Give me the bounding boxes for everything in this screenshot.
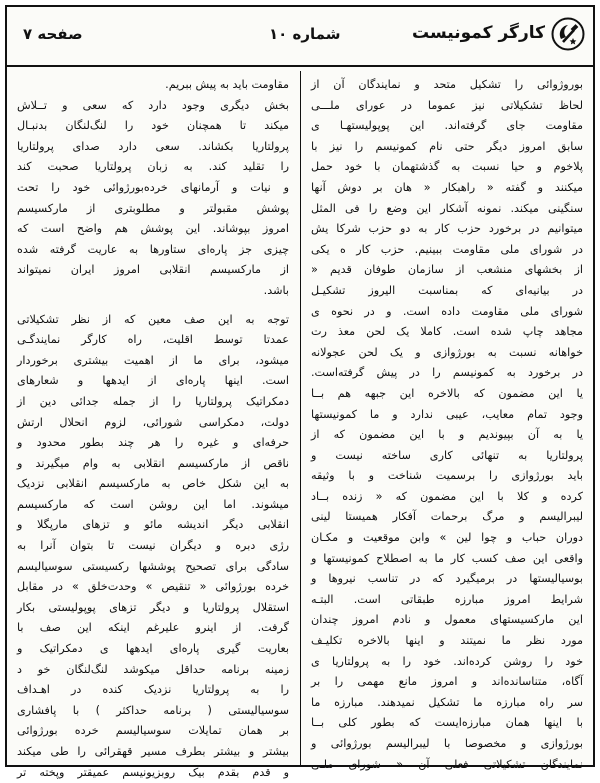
text-line: پوشش مقبولتر و مطلوبتری از مارکسیسم bbox=[17, 201, 289, 215]
text-line: وجود تمام معایب، عیبی ندارد و ما کمونیستها bbox=[311, 407, 583, 421]
text-line: شورای ملی مقاومت داده است. و در نحوه ی bbox=[311, 304, 583, 318]
text-line: بوسیالیستها در برمیگیرد که در تناسب نیروها و bbox=[311, 572, 583, 586]
text-line: خرده بورژوائی « تنقیص » وحدت‌خلق » در مقابل bbox=[17, 580, 289, 594]
text-line: کرده و کلا با این مضمون که « زنده بــاد bbox=[311, 489, 583, 503]
text-line: باشد. bbox=[263, 283, 289, 297]
text-line: پرولتاریا به تنهائی کاری ساخته نیست و bbox=[311, 448, 583, 462]
right-column bbox=[311, 75, 583, 771]
left-column bbox=[17, 75, 289, 779]
text-line: شرایط امروز مبارزه طبقاتی است. البتـه bbox=[311, 592, 583, 606]
text-line: سنگینی میکند. نمونه آشکار این وضع را فی المثل bbox=[311, 201, 583, 215]
newspaper-page bbox=[5, 5, 595, 779]
text-line: امروز بپوشاند. این پوشش هم واضح است که bbox=[17, 222, 289, 236]
text-line: مقاومت باید به پیش ببریم. bbox=[165, 78, 289, 91]
text-line: مورد نظر ما نمیتند و اینها بالاخره تکلیـف bbox=[311, 634, 583, 648]
issue-number: شماره ۱۰ bbox=[269, 25, 341, 43]
text-line: بر همان تمایلات سوسیالیسم خرده بورژوائی bbox=[17, 724, 289, 738]
text-line: لیبرالیسم و مرگ برحمات آفکار همیستا لینی bbox=[311, 510, 583, 524]
text-line: به این شکل خاص به مارکسیسم انقلابی نزدیک bbox=[17, 477, 289, 491]
text-line: بیشتر و بیشتر بطرف مسیر قهقرائی را طی میکند bbox=[17, 745, 289, 758]
text-line: بخش دیگری وجود دارد که سعی و تــلاش bbox=[17, 98, 289, 112]
text-line: در بیانیه‌ای که بمناسبت الیروز تشکیـل bbox=[311, 283, 583, 297]
text-line: را به پرولتاریا نزدیک کنده در اهـداف bbox=[17, 683, 289, 697]
text-line: خواهانه نسبت به بورژوازی و یک لحن عجولانه bbox=[311, 345, 583, 359]
text-line: انقلابی دیگر اندیشه مائو و تزهای مارپگلا و bbox=[17, 518, 289, 532]
text-line: چیزی جز پاره‌ای ستاورها به عاریت گرفته شده bbox=[17, 242, 289, 256]
text-line: دولت، دمکراسی شورائی، لزوم انحلال ارتش bbox=[17, 415, 289, 429]
text-line: گرفت. از اینرو علیرغم اینکه این صف با bbox=[17, 621, 289, 635]
text-line: این مارکسیستهای معمول و نادم امروز چندان bbox=[311, 613, 583, 627]
text-line: یا به آن بپیوندیم و با این مضمون که از bbox=[311, 428, 583, 442]
text-line: و قدم بقدم بیک روبزیونیسم عمیقتر وپخته تر bbox=[17, 765, 289, 779]
text-line: است. اینها پاره‌ای از ایدهها و شعارهای bbox=[17, 374, 289, 388]
page-number: صفحه ۷ bbox=[23, 25, 83, 43]
text-line: بورژوازی و مخصوصا با لیبرالیسم بورژوائی و bbox=[311, 737, 583, 750]
text-line: توجه به این صف معین که از نظر تشکیلاتی bbox=[17, 312, 289, 326]
text-line: آگاه، متناسانده‌اند و امروز مانع مهمی را بر bbox=[311, 675, 583, 689]
text-line: سر راه مبارزه ما تشکیل نمیدهند. مبارزه ما bbox=[311, 695, 583, 709]
text-line: از بخشهای منشعب از سازمان طوفان قدیم « bbox=[311, 263, 583, 277]
text-line: از مارکسیسم انقلابی امروز ایران نمیتواند bbox=[17, 263, 289, 277]
text-line: باید بورژوازی را برسمیت شناخت و با وثیقه bbox=[311, 469, 583, 483]
text-line: میشود، برای ما از اهمیت بیشتری برخوردار bbox=[17, 353, 289, 367]
text-line: در برخورد به کمونیسم را در پیش گرفته‌است. bbox=[311, 366, 583, 380]
column-divider bbox=[300, 71, 301, 765]
text-line: خود را روشن کرده‌اند. خود را به پرولتاریا ی bbox=[311, 654, 583, 668]
text-line: در شورای ملی مقاومت ببینیم. حزب کار ه یکی bbox=[311, 242, 583, 256]
text-line: زمینه برنامه حداقل میکوشد لنگ‌لنگان خو د bbox=[17, 662, 289, 676]
text-line: دمکراتیک پرولتاریا را از جمله جدائی دین از bbox=[17, 394, 289, 408]
text-line: و نیات و آرمانهای خرده‌بورژوائی خود را تحت bbox=[17, 180, 289, 194]
text-line: سادگی برای تصحیح پوششها رکسیستی سوسیالیسم bbox=[17, 559, 289, 573]
text-line: با اینها همان مبارزه‌ایست که بطور کلی بــا bbox=[311, 716, 583, 730]
text-line: پلاخوم و حیا نسبت به گذشتهمان با خود حمل bbox=[311, 160, 583, 174]
text-line: دوران حباب و چوا لین » وابن موقعیت و مکـان bbox=[311, 531, 583, 545]
text-line: بعاریت گیری پاره‌ای ایدهها ی دمکراتیک و bbox=[17, 642, 289, 656]
text-line: حرفه‌ای و غیره را هر چند بطور محدود و bbox=[17, 436, 289, 450]
text-line: میتوانیم در برخورد حزب کار به دو حزب شرکا یش bbox=[311, 222, 583, 236]
page-header bbox=[7, 7, 593, 67]
paragraph-gap bbox=[17, 302, 289, 310]
text-line: واقعی این صف کسب کار ما به اصطلاح کمونیستها و bbox=[311, 551, 583, 565]
text-line: سوسیالیستی ( برنامه حداکثر ) با پافشاری bbox=[17, 703, 289, 717]
text-line: را تقلید کند. به زبان پرولتاریا صحبت کند bbox=[17, 160, 289, 174]
hammer-sickle-star-icon bbox=[551, 17, 585, 51]
text-line: عمدتا توسط اقلیت، راه کارگر نمایندگـی bbox=[17, 333, 289, 347]
text-line: میکند تا همچنان خود را لنگ‌لنگان بدنبـال bbox=[17, 119, 289, 133]
masthead-title: کارگر کمونیست bbox=[412, 23, 545, 43]
text-line: مجاهد چاپ شده است. کاملا یک لحن معذ رت bbox=[311, 325, 583, 339]
text-line: ناقص از مارکسیسم انقلابی به وام میگیرند و bbox=[17, 456, 289, 470]
text-line: میکنند و گفته « راهبکار « هان بر دوش آنها bbox=[311, 180, 583, 194]
text-line: رژی دبره و دیگران نیست تا بتوان آنرا به bbox=[17, 539, 289, 553]
text-line: یا این مضمون که بالاخره این جبهه هم بــا bbox=[311, 386, 583, 400]
text-line: سابق امروز دیگر حتی نام کمونیسم را نیز با bbox=[311, 139, 583, 153]
text-line: بوروژوائی را تشکیل متحد و نمایندگان آن از bbox=[311, 78, 583, 91]
text-line: پرولتاریا بکشاند. سعی دارد صدای پرولتاریا bbox=[17, 139, 289, 153]
text-line: استقلال پرولتاریا و دیگر تزهای پوپولیستی بکار bbox=[17, 600, 289, 614]
text-line: مقاومت جای گرفته‌اند. این پوپولیستهـا ی bbox=[311, 119, 583, 133]
text-line: میشوند. اما این روشن است که مارکسیسم bbox=[17, 497, 289, 511]
text-line: لحاظ تشکیلاتی نیز عموما در عورای ملـــی bbox=[311, 98, 583, 112]
text-line: نمایندگان تشکیلاتی فعلی آن « شورای ملـی bbox=[311, 757, 583, 771]
